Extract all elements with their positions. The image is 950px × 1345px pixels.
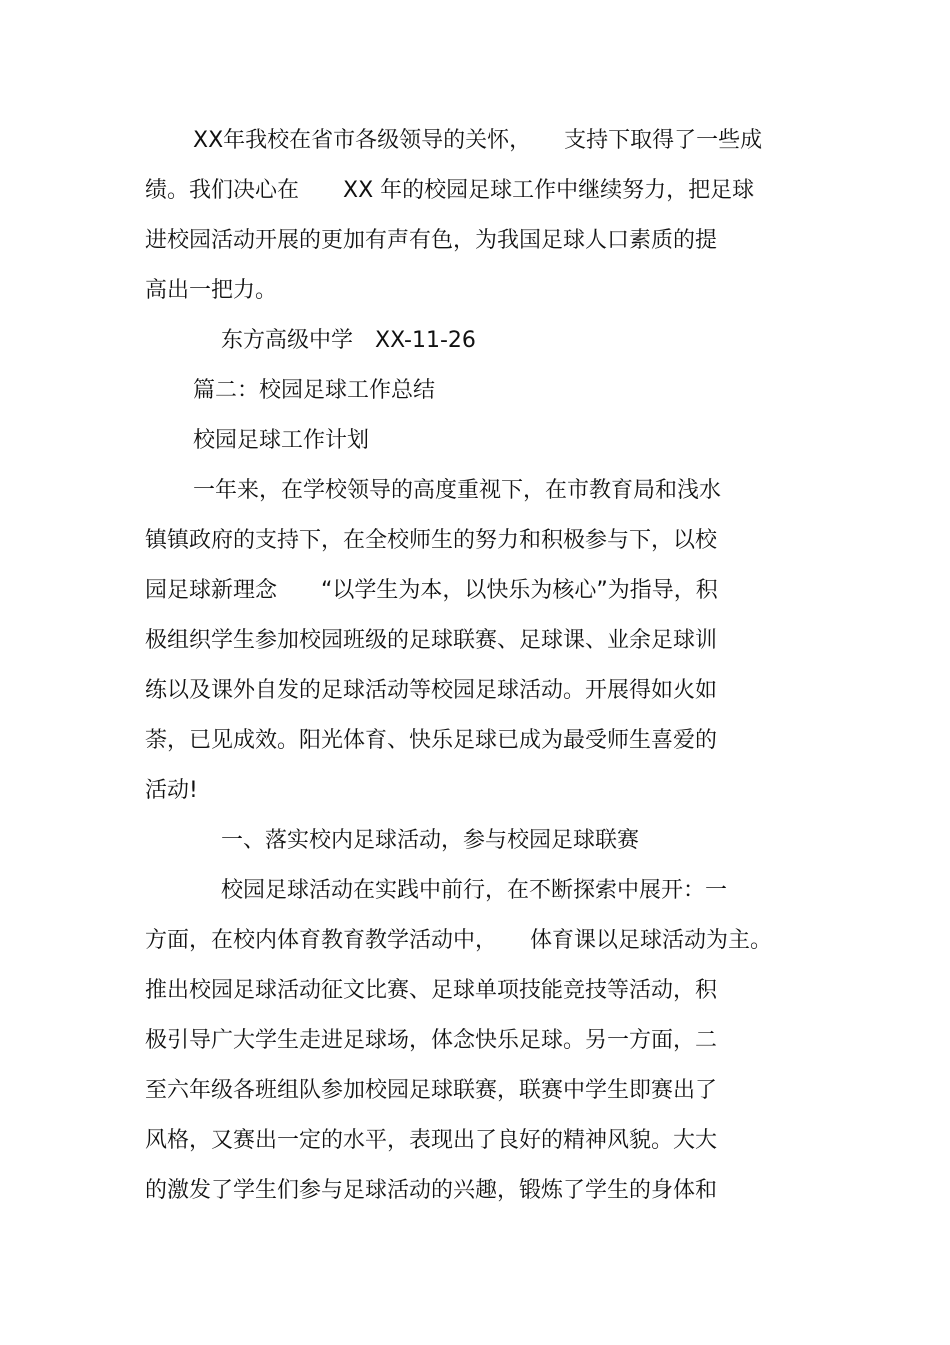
- subsection-heading: 一、落实校内足球活动，参与校园足球联赛: [221, 828, 640, 853]
- paragraph-line-21: 风格，又赛出一定的水平，表现出了良好的精神风貌。大大: [145, 1128, 718, 1153]
- paragraph-line-8: 一年来，在学校领导的高度重视下，在市教育局和浅水: [193, 478, 722, 503]
- section-heading: 篇二：校园足球工作总结: [193, 378, 436, 403]
- paragraph-line-14: 活动!: [145, 778, 198, 803]
- paragraph-line-20: 至六年级各班组队参加校园足球联赛，联赛中学生即赛出了: [145, 1078, 718, 1103]
- paragraph-line-13: 荼，已见成效。阳光体育、快乐足球已成为最受师生喜爱的: [145, 728, 718, 753]
- paragraph-line-12: 练以及课外自发的足球活动等校园足球活动。开展得如火如: [145, 678, 718, 703]
- paragraph-line-16: 校园足球活动在实践中前行，在不断探索中展开：一: [221, 878, 728, 903]
- paragraph-line-18: 推出校园足球活动征文比赛、足球单项技能竞技等活动，积: [145, 978, 718, 1003]
- paragraph-line-17: 方面，在校内体育教育教学活动中， 体育课以足球活动为主。: [145, 928, 773, 953]
- paragraph-line-22: 的激发了学生们参与足球活动的兴趣，锻炼了学生的身体和: [145, 1178, 718, 1203]
- paragraph-line-11: 极组织学生参加校园班级的足球联赛、足球课、业余足球训: [145, 628, 718, 653]
- paragraph-line-3: 进校园活动开展的更加有声有色，为我国足球人口素质的提: [145, 228, 718, 253]
- paragraph-line-9: 镇镇政府的支持下，在全校师生的努力和积极参与下，以校: [145, 528, 718, 553]
- paragraph-line-1: XX年我校在省市各级领导的关怀， 支持下取得了一些成: [193, 128, 763, 153]
- paragraph-line-10: 园足球新理念 “以学生为本，以快乐为核心”为指导，积: [145, 578, 718, 603]
- signature-line: 东方高级中学 XX-11-26: [221, 328, 476, 353]
- document-title: 校园足球工作计划: [193, 428, 370, 453]
- paragraph-line-4: 高出一把力。: [145, 278, 278, 303]
- paragraph-line-2: 绩。我们决心在 XX 年的校园足球工作中继续努力，把足球: [145, 178, 755, 203]
- paragraph-line-19: 极引导广大学生走进足球场，体念快乐足球。另一方面，二: [145, 1028, 718, 1053]
